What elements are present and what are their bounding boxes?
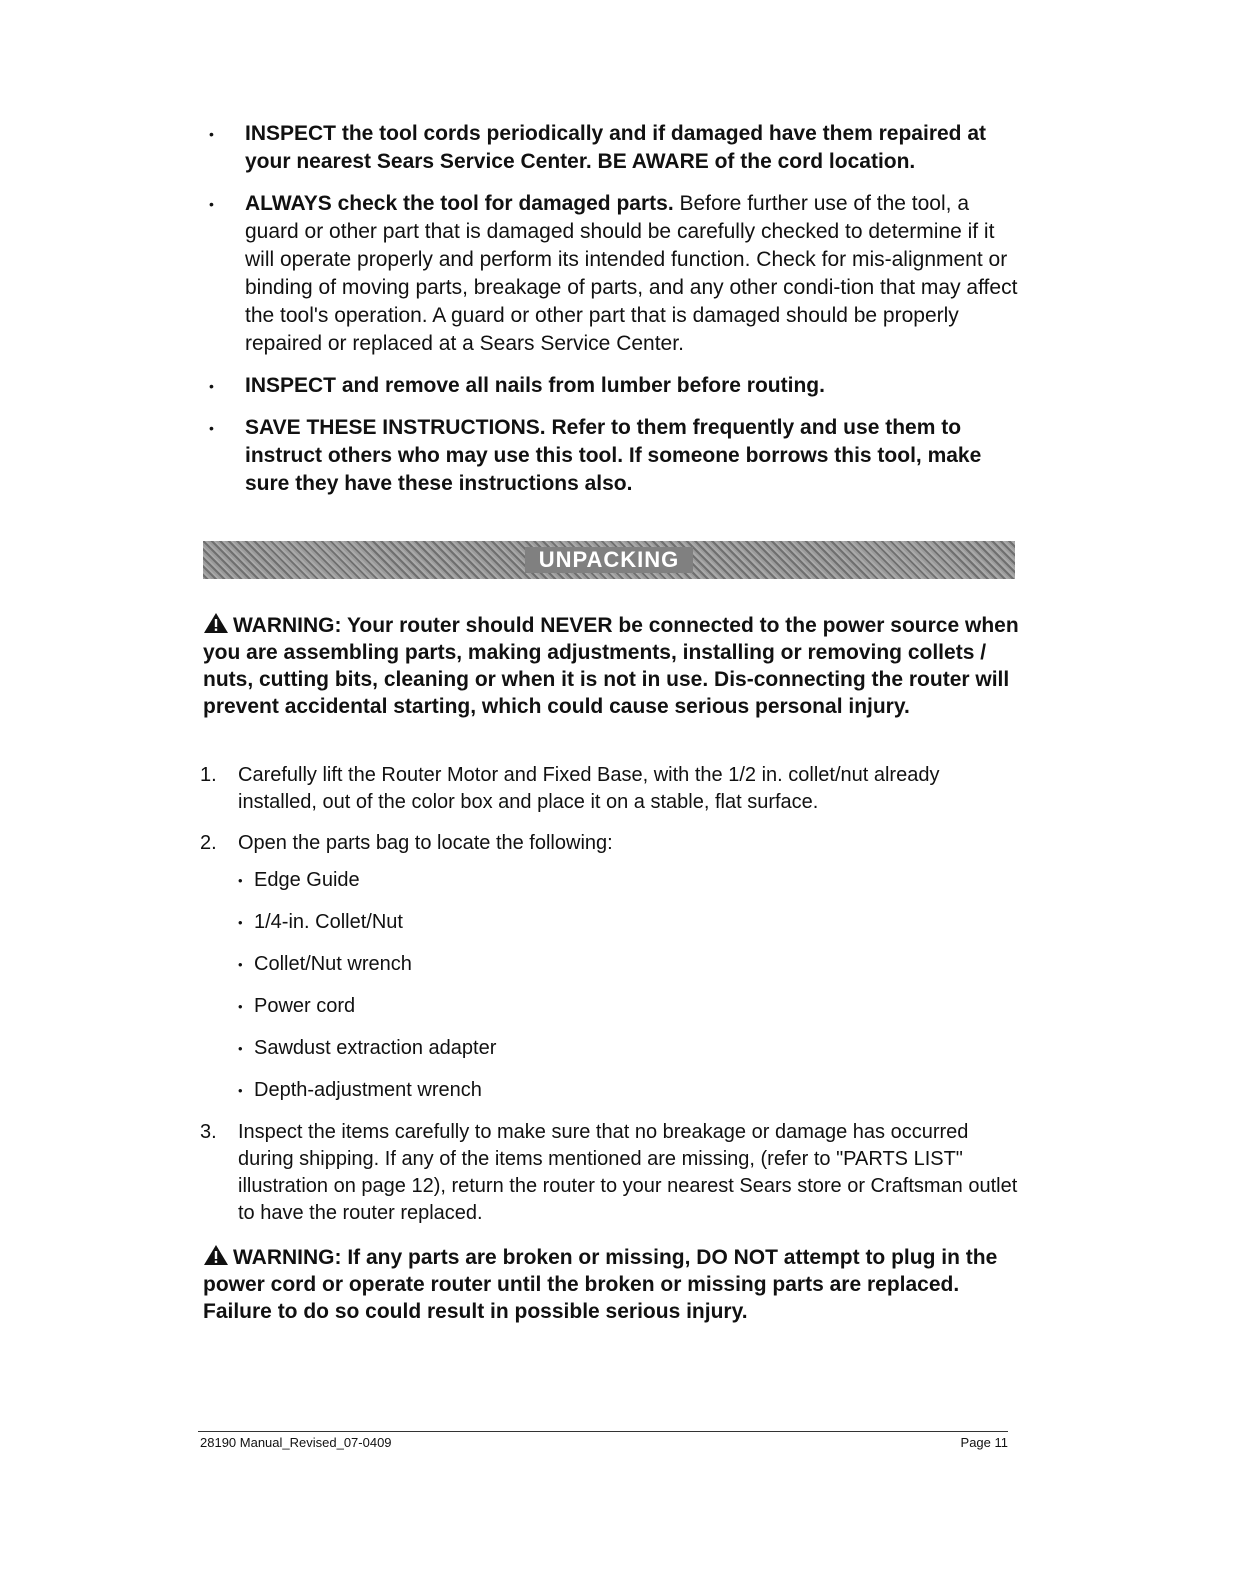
part-name: Collet/Nut wrench bbox=[254, 953, 412, 975]
bullet-icon: • bbox=[209, 378, 214, 394]
safety-item bbox=[205, 120, 1025, 176]
step-text: Open the parts bag to locate the following: bbox=[238, 832, 613, 854]
warning-triangle-icon bbox=[203, 1244, 229, 1266]
warning-label: WARNING: bbox=[233, 614, 342, 637]
bullet-icon: • bbox=[238, 873, 243, 888]
step-number: 1. bbox=[200, 764, 217, 786]
safety-item bbox=[205, 372, 1025, 400]
warning-text: Your router should NEVER be connected to the power source when you are assembling parts, making adjustments, installing or removing collets / nuts, cutting bits, cleaning or when it is not in use. Dis-connecting the router will prevent accidental starting, which could cause serious personal injury. bbox=[203, 614, 1019, 718]
list-item bbox=[238, 1035, 1020, 1062]
footer-doc-id: 28190 Manual_Revised_07-0409 bbox=[200, 1435, 392, 1450]
part-name: Depth-adjustment wrench bbox=[254, 1079, 482, 1101]
bullet-icon: • bbox=[238, 915, 243, 930]
warning-text: If any parts are broken or missing, DO NOT attempt to plug in the power cord or operate router until the broken or missing parts are replaced. Failure to do so could result in possible serious injury. bbox=[203, 1246, 998, 1323]
section-banner bbox=[203, 541, 1015, 579]
part-name: Power cord bbox=[254, 995, 356, 1017]
safety-text: Before further use of the tool, a guard or other part that is damaged should be carefully checked to determine if it will operate properly and perform its intended function. Check for mis-alignment or binding of moving parts, breakage of parts, and any other condi-tion that may affect the tool's operation. A guard or other part that is damaged should be properly repaired or replaced at a Sears Service Center. bbox=[245, 192, 1018, 355]
step-number: 3. bbox=[200, 1121, 217, 1143]
step-item bbox=[200, 762, 1020, 816]
safety-text: INSPECT and remove all nails from lumber before routing. bbox=[245, 374, 825, 397]
list-item bbox=[238, 867, 1020, 894]
warning-block bbox=[203, 612, 1023, 720]
steps-list bbox=[200, 762, 1020, 1241]
safety-text: INSPECT the tool cords periodically and if damaged have them repaired at your nearest Sears Service Center. BE AWARE of the cord location. bbox=[245, 122, 987, 173]
warning-triangle-icon bbox=[203, 612, 229, 634]
step-number: 2. bbox=[200, 832, 217, 854]
step-item bbox=[200, 1119, 1020, 1227]
step-text: Carefully lift the Router Motor and Fixed Base, with the 1/2 in. collet/nut already installed, out of the color box and place it on a stable, flat surface. bbox=[238, 764, 940, 813]
list-item bbox=[238, 951, 1020, 978]
warning-block bbox=[203, 1244, 1023, 1325]
bullet-icon: • bbox=[238, 999, 243, 1014]
safety-text: SAVE THESE INSTRUCTIONS. Refer to them frequently and use them to instruct others who may use this tool. If someone borrows this tool, make sure they have these instructions also. bbox=[245, 416, 982, 495]
step-text: Inspect the items carefully to make sure that no breakage or damage has occurred during shipping. If any of the items mentioned are missing, (refer to "PARTS LIST" illustration on page 12), return the router to your nearest Sears store or Craftsman outlet to have the router replaced. bbox=[238, 1121, 1018, 1224]
bullet-icon: • bbox=[238, 957, 243, 972]
bullet-icon: • bbox=[209, 196, 214, 212]
list-item bbox=[238, 993, 1020, 1020]
section-title: UNPACKING bbox=[525, 547, 694, 573]
safety-lead: ALWAYS check the tool for damaged parts. bbox=[245, 192, 674, 215]
part-name: Sawdust extraction adapter bbox=[254, 1037, 497, 1059]
bullet-icon: • bbox=[209, 126, 214, 142]
step-item bbox=[200, 830, 1020, 1104]
safety-item bbox=[205, 190, 1025, 358]
footer-divider bbox=[198, 1431, 1008, 1432]
safety-list bbox=[205, 120, 1025, 512]
bullet-icon: • bbox=[238, 1083, 243, 1098]
list-item bbox=[238, 1077, 1020, 1104]
safety-item bbox=[205, 414, 1025, 498]
warning-label: WARNING: bbox=[233, 1246, 342, 1269]
bullet-icon: • bbox=[238, 1041, 243, 1056]
part-name: Edge Guide bbox=[254, 869, 360, 891]
page-number: Page 11 bbox=[960, 1435, 1008, 1450]
parts-list bbox=[238, 867, 1020, 1104]
list-item bbox=[238, 909, 1020, 936]
bullet-icon: • bbox=[209, 420, 214, 436]
part-name: 1/4-in. Collet/Nut bbox=[254, 911, 403, 933]
